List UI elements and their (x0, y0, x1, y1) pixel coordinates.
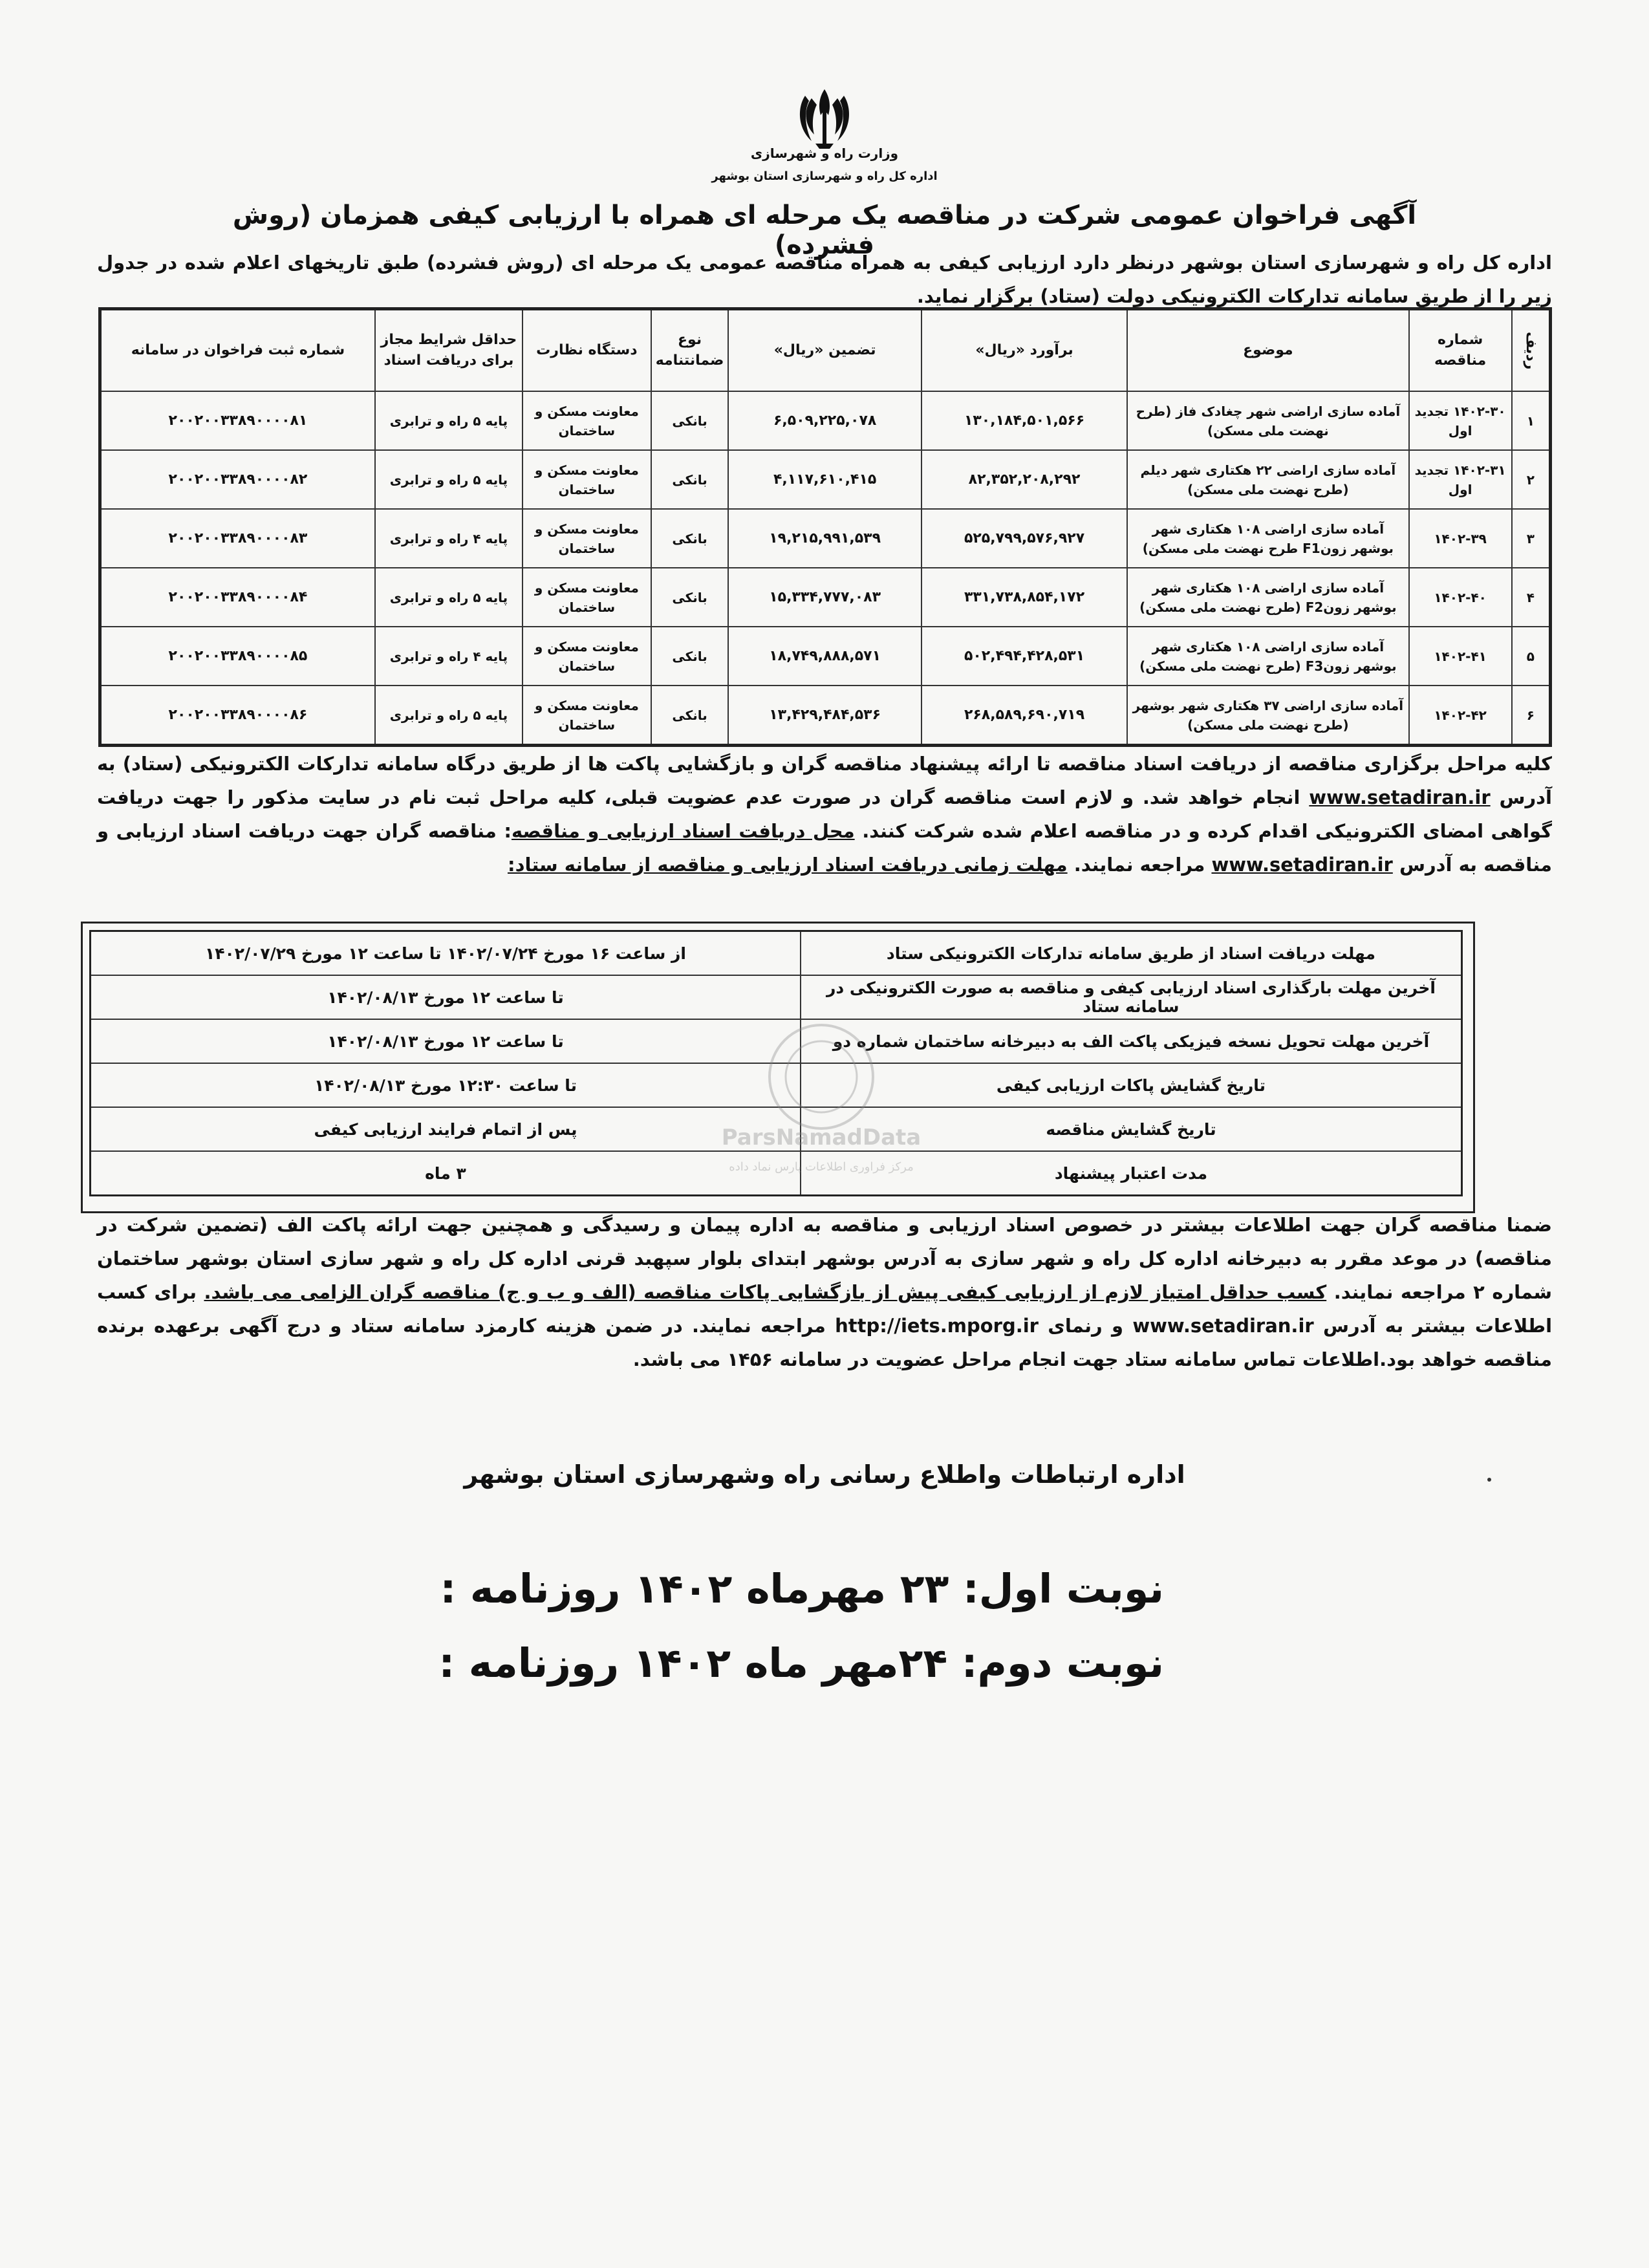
cell-reg-no: ۲۰۰۲۰۰۳۳۸۹۰۰۰۰۸۶ (100, 686, 375, 746)
schedule-label: آخرین مهلت تحویل نسخه فیزیکی پاکت الف به دبیرخانه ساختمان شماره دو (801, 1019, 1462, 1063)
cell-subject: آماده سازی اراضی ۱۰۸ هکتاری شهر بوشهر زونF2 (طرح نهضت ملی مسکن) (1127, 568, 1408, 627)
schedule-label: آخرین مهلت بارگذاری اسناد ارزیابی کیفی و مناقصه به صورت الکترونیکی در سامانه ستاد (801, 975, 1462, 1019)
cell-reg-no: ۲۰۰۲۰۰۳۳۸۹۰۰۰۰۸۲ (100, 450, 375, 509)
cell-subject: آماده سازی اراضی ۱۰۸ هکتاری شهر بوشهر زونF3 (طرح نهضت ملی مسکن) (1127, 627, 1408, 686)
header-supervisor: دستگاه نظارت (523, 309, 651, 392)
tender-table (98, 307, 1552, 747)
header-number: شماره مناقصه (1409, 309, 1512, 392)
cell-guarantee: ۱۵,۳۳۴,۷۷۷,۰۸۳ (728, 568, 921, 627)
header-subject: موضوع (1127, 309, 1408, 392)
header-radif: ردیف (1512, 309, 1551, 392)
cell-radif: ۵ (1512, 627, 1551, 686)
cell-min-grade: پایه ۵ راه و ترابری (375, 568, 523, 627)
table-row (100, 627, 1551, 686)
cell-supervisor: معاونت مسکن و ساختمان (523, 627, 651, 686)
cell-guarantee-type: بانکی (651, 627, 729, 686)
contact-text-1: ضمنا مناقصه گران جهت اطلاعات بیشتر در خصوص اسناد ارزیابی و مناقصه به اداره پیمان و رسیدگی و همچنین جهت ارائه پاکت الف (تضمین شرکت در مناقصه) در موعد مقرر به دبیرخانه اداره کل راه و شهر سازی به آدرس بوشهر ابتدای بلوار سپهبد قرنی اداره کل راه و شهر سازی استان بوشهر ساختمان شماره ۲ مراجعه نمایند. (97, 1214, 1552, 1303)
schedule-label: تاریخ گشایش پاکات ارزیابی کیفی (801, 1063, 1462, 1107)
cell-reg-no: ۲۰۰۲۰۰۳۳۸۹۰۰۰۰۸۳ (100, 509, 375, 568)
schedule-label: تاریخ گشایش مناقصه (801, 1107, 1462, 1151)
cell-min-grade: پایه ۵ راه و ترابری (375, 450, 523, 509)
cell-supervisor: معاونت مسکن و ساختمان (523, 450, 651, 509)
cell-subject: آماده سازی اراضی ۳۷ هکتاری شهر بوشهر (طرح نهضت ملی مسکن) (1127, 686, 1408, 746)
cell-guarantee-type: بانکی (651, 450, 729, 509)
cell-estimate: ۸۲,۳۵۲,۲۰۸,۲۹۲ (921, 450, 1127, 509)
header-estimate: برآورد «ریال» (921, 309, 1127, 392)
cell-number: ۱۴۰۲-۳۹ (1409, 509, 1512, 568)
cell-reg-no: ۲۰۰۲۰۰۳۳۸۹۰۰۰۰۸۵ (100, 627, 375, 686)
cell-estimate: ۵۰۲,۴۹۴,۴۲۸,۵۳۱ (921, 627, 1127, 686)
table-row (100, 568, 1551, 627)
cell-radif: ۳ (1512, 509, 1551, 568)
cell-estimate: ۲۶۸,۵۸۹,۶۹۰,۷۱۹ (921, 686, 1127, 746)
page-title: آگهی فراخوان عمومی شرکت در مناقصه یک مرحله ای همراه با ارزیابی کیفی همزمان (روش فشرده) (232, 200, 1417, 260)
cell-number: ۱۴۰۲-۴۱ (1409, 627, 1512, 686)
table-row (100, 391, 1551, 450)
cell-guarantee-type: بانکی (651, 686, 729, 746)
table-row (100, 509, 1551, 568)
documents-location-heading: محل دریافت اسناد ارزیابی و مناقصه (511, 820, 855, 842)
cell-number: ۱۴۰۲-۴۲ (1409, 686, 1512, 746)
cell-subject: آماده سازی اراضی ۲۲ هکتاری شهر دیلم (طرح نهضت ملی مسکن) (1127, 450, 1408, 509)
cell-supervisor: معاونت مسکن و ساختمان (523, 568, 651, 627)
schedule-value: ۳ ماه (91, 1151, 801, 1196)
contact-text-2: برای کسب اطلاعات بیشتر به آدرس www.setadiran.ir و رنمای http://iets.mporg.ir مراجعه نمایند. در ضمن هزینه کارمزد سامانه ستاد و درج آگهی برعهده برنده مناقصه خواهد بود.اطلاعات تماس سامانه ستاد جهت انجام مراحل عضویت در سامانه ۱۴۵۶ می باشد. (97, 1281, 1553, 1370)
header-min-grade: حداقل شرایط مجاز برای دریافت اسناد (375, 309, 523, 392)
cell-number: ۱۴۰۲-۴۰ (1409, 568, 1512, 627)
cell-min-grade: پایه ۵ راه و ترابری (375, 686, 523, 746)
cell-guarantee: ۱۸,۷۴۹,۸۸۸,۵۷۱ (728, 627, 921, 686)
cell-supervisor: معاونت مسکن و ساختمان (523, 391, 651, 450)
procedure-paragraph (97, 747, 1552, 881)
schedule-value: تا ساعت ۱۲ مورخ ۱۴۰۲/۰۸/۱۳ (91, 1019, 801, 1063)
cell-estimate: ۳۳۱,۷۳۸,۸۵۴,۱۷۲ (921, 568, 1127, 627)
schedule-label: مدت اعتبار پیشنهاد (801, 1151, 1462, 1196)
procedure-text-1: کلیه مراحل برگزاری مناقصه از دریافت اسناد مناقصه تا ارائه پیشنهاد مناقصه گران و بازگشایی پاکت ها از طریق درگاه سامانه تدارکات الکترونیکی (ستاد) به آدرس (97, 753, 1552, 808)
schedule-value: پس از اتمام فرایند ارزیابی کیفی (91, 1107, 801, 1151)
cell-reg-no: ۲۰۰۲۰۰۳۳۸۹۰۰۰۰۸۴ (100, 568, 375, 627)
setadiran-link-2[interactable]: www.setadiran.ir (1211, 854, 1393, 876)
stamp-subtext: مرکز فراوری اطلاعات پارس نماد داده (729, 1160, 914, 1174)
publication-first: نوبت اول: ۲۳ مهرماه ۱۴۰۲ روزنامه : (440, 1565, 1164, 1612)
cell-number: ۱۴۰۲-۳۱ تجدید اول (1409, 450, 1512, 509)
parsnamad-watermark-stamp (698, 1015, 944, 1183)
deadline-heading: مهلت زمانی دریافت اسناد ارزیابی و مناقصه از سامانه ستاد: (507, 854, 1068, 876)
cell-radif: ۶ (1512, 686, 1551, 746)
intro-paragraph: اداره کل راه و شهرسازی استان بوشهر درنظر دارد ارزیابی کیفی به همراه مناقصه عمومی یک مرحله ای (روش فشرده) طبق تاریخهای اعلام شده در جدول زیر را از طریق سامانه تدارکات الکترونیکی دولت (ستاد) برگزار نماید. (97, 252, 1552, 307)
cell-subject: آماده سازی اراضی ۱۰۸ هکتاری شهر بوشهر زونF1 طرح نهضت ملی مسکن) (1127, 509, 1408, 568)
cell-reg-no: ۲۰۰۲۰۰۳۳۸۹۰۰۰۰۸۱ (100, 391, 375, 450)
cell-guarantee-type: بانکی (651, 391, 729, 450)
table-row (100, 686, 1551, 746)
header-guarantee-type: نوع ضمانتنامه (651, 309, 729, 392)
cell-supervisor: معاونت مسکن و ساختمان (523, 686, 651, 746)
cell-min-grade: پایه ۵ راه و ترابری (375, 391, 523, 450)
cell-radif: ۴ (1512, 568, 1551, 627)
procedure-text-4: مراجعه نمایند. (1073, 854, 1205, 876)
schedule-value: تا ساعت ۱۲:۳۰ مورخ ۱۴۰۲/۰۸/۱۳ (91, 1063, 801, 1107)
cell-min-grade: پایه ۴ راه و ترابری (375, 509, 523, 568)
cell-estimate: ۵۲۵,۷۹۹,۵۷۶,۹۲۷ (921, 509, 1127, 568)
cell-subject: آماده سازی اراضی شهر چغادک فاز (طرح نهضت ملی مسکن) (1127, 391, 1408, 450)
cell-guarantee: ۱۹,۲۱۵,۹۹۱,۵۳۹ (728, 509, 921, 568)
procedure-text-3: : مناقصه گران جهت دریافت اسناد ارزیابی و مناقصه به آدرس (97, 820, 1552, 876)
cell-estimate: ۱۳۰,۱۸۴,۵۰۱,۵۶۶ (921, 391, 1127, 450)
ink-dot (1487, 1478, 1491, 1482)
minimum-score-note: کسب حداقل امتیاز لازم از ارزیابی کیفی پیش از بازگشایی پاکات مناقصه (الف و ب و ج) مناقصه گران الزامی می باشد. (204, 1281, 1327, 1303)
cell-min-grade: پایه ۴ راه و ترابری (375, 627, 523, 686)
header-reg-no: شماره ثبت فراخوان در سامانه (100, 309, 375, 392)
cell-radif: ۲ (1512, 450, 1551, 509)
schedule-row (91, 931, 1462, 976)
schedule-label: مهلت دریافت اسناد از طریق سامانه تدارکات الکترونیکی ستاد (801, 931, 1462, 976)
cell-number: ۱۴۰۲-۳۰ تجدید اول (1409, 391, 1512, 450)
cell-supervisor: معاونت مسکن و ساختمان (523, 509, 651, 568)
schedule-value: از ساعت ۱۶ مورخ ۱۴۰۲/۰۷/۲۴ تا ساعت ۱۲ مورخ ۱۴۰۲/۰۷/۲۹ (91, 931, 801, 976)
cell-guarantee: ۴,۱۱۷,۶۱۰,۴۱۵ (728, 450, 921, 509)
cell-radif: ۱ (1512, 391, 1551, 450)
iran-emblem-icon (792, 84, 857, 155)
setadiran-link[interactable]: www.setadiran.ir (1309, 786, 1491, 808)
schedule-value: تا ساعت ۱۲ مورخ ۱۴۰۲/۰۸/۱۳ (91, 975, 801, 1019)
table-row (100, 450, 1551, 509)
pr-office-signature: اداره ارتباطات واطلاع رسانی راه وشهرسازی استان بوشهر (464, 1460, 1185, 1489)
procedure-text-2: انجام خواهد شد. و لازم است مناقصه گران در صورت عدم عضویت قبلی، کلیه مراحل ثبت نام در سایت مذکور را جهت دریافت گواهی امضای الکترونیکی اقدام کرده و در مناقصه اعلام شده شرکت کنند. (97, 786, 1552, 842)
contact-paragraph (97, 1208, 1552, 1376)
publication-second: نوبت دوم: ۲۴مهر ماه ۱۴۰۲ روزنامه : (438, 1639, 1164, 1687)
ministry-name: وزارت راه و شهرسازی (750, 146, 899, 161)
office-name: اداره کل راه و شهرسازی استان بوشهر (711, 169, 938, 183)
cell-guarantee-type: بانکی (651, 568, 729, 627)
stamp-text: ParsNamadData (721, 1125, 921, 1150)
schedule-row (91, 975, 1462, 1019)
cell-guarantee: ۱۳,۴۲۹,۴۸۴,۵۳۶ (728, 686, 921, 746)
header-guarantee: تضمین «ریال» (728, 309, 921, 392)
cell-guarantee: ۶,۵۰۹,۲۲۵,۰۷۸ (728, 391, 921, 450)
cell-guarantee-type: بانکی (651, 509, 729, 568)
tender-table-header (100, 309, 1551, 392)
